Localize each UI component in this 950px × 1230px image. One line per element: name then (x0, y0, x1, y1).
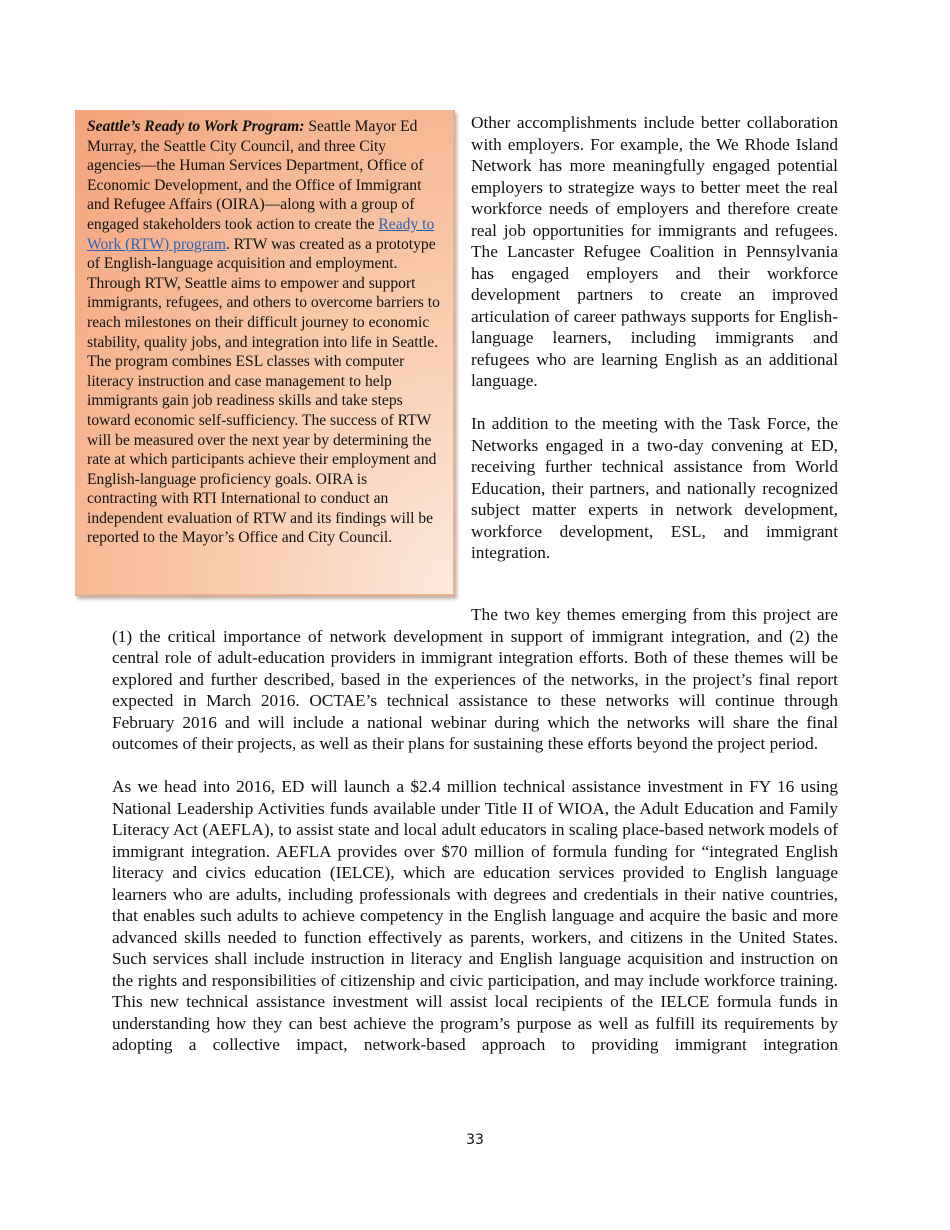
main-body (112, 604, 838, 1077)
sidebar-title: Seattle’s Ready to Work Program: (87, 118, 305, 135)
sidebar-callout-box (75, 110, 455, 596)
page-number: 33 (466, 1132, 484, 1148)
sidebar-text-body: . RTW was created as a prototype of English-language acquisition and employment. Through RTW, Seattle aims to empower and support immigrants, refugees, and others to overcome barriers to reach milestones on their difficult journey to economic stability, quality jobs, and integration into life in Seattle. The program combines ESL classes with computer literacy instruction and case management to help immigrants gain job readiness skills and take steps toward economic self-sufficiency. The success of RTW will be measured over the next year by determining the rate at which participants achieve their employment and English-language proficiency goals. OIRA is contracting with RTI International to conduct an independent evaluation of RTW and its findings will be reported to the Mayor’s Office and City Council. (87, 235, 440, 547)
paragraph-accomplishments: Other accomplishments include better collaboration with employers. For example, the We Rhode Island Network has more meaningfully engaged potential employers to strategize ways to better meet the real workforce needs of employers and therefore create real job opportunities for immigrants and refugees. The Lancaster Refugee Coalition in Pennsylvania has engaged employers and their workforce development partners to create an improved articulation of career pathways supports for English-language learners, including immigrants and refugees who are learning English as an additional language. (471, 113, 838, 390)
right-column (471, 112, 838, 585)
paragraph-2016-investment: As we head into 2016, ED will launch a $2.4 million technical assistance investment in FY 16 using National Leadership Activities funds available under Title II of WIOA, the Adult Education and Family Literacy Act (AEFLA), to assist state and local adult educators in scaling place-based network models of immigrant integration. AEFLA provides over $70 million of formula funding for “integrated English literacy and civics education (IELCE), which are education services provided to English language learners who are adults, including professionals with degrees and credentials in their native countries, that enables such adults to achieve competency in the English language and acquire the basic and more advanced skills needed to function effectively as parents, workers, and citizens in the United States. Such services shall include instruction in literacy and English language acquisition and instruction on the rights and responsibilities of citizenship and civic participation, and may include workforce training. This new technical assistance investment will assist local recipients of the IELCE formula funds in understanding how they can best achieve the program’s purpose as well as fulfill its requirements by adopting a collective impact, network-based approach to providing immigrant integration (112, 777, 838, 1054)
rtw-program-link[interactable]: Ready to Work (RTW) program (87, 215, 435, 253)
paragraph-key-themes: The two key themes emerging from this project are (1) the critical importance of network development in support of immigrant integration, and (2) the central role of adult-education providers in immigrant integration efforts. Both of these themes will be explored and further described, based in the experiences of the networks, in the project’s final report expected in March 2016. OCTAE’s technical assistance to these networks will continue through February 2016 and will include a national webinar during which the networks will share the final outcomes of their projects, as well as their plans for sustaining these efforts beyond the project period. (112, 605, 838, 753)
sidebar-text-intro: Seattle Mayor Ed Murray, the Seattle City Council, and three City agencies—the Human Services Department, Office of Economic Development, and the Office of Immigrant and Refugee Affairs (OIRA)—along with a group of engaged stakeholders took action to create the (87, 118, 424, 233)
paragraph-convening: In addition to the meeting with the Task Force, the Networks engaged in a two-day convening at ED, receiving further technical assistance from World Education, their partners, and nationally recognized subject matter experts in network development, workforce development, ESL, and immigrant integration. (471, 414, 838, 562)
